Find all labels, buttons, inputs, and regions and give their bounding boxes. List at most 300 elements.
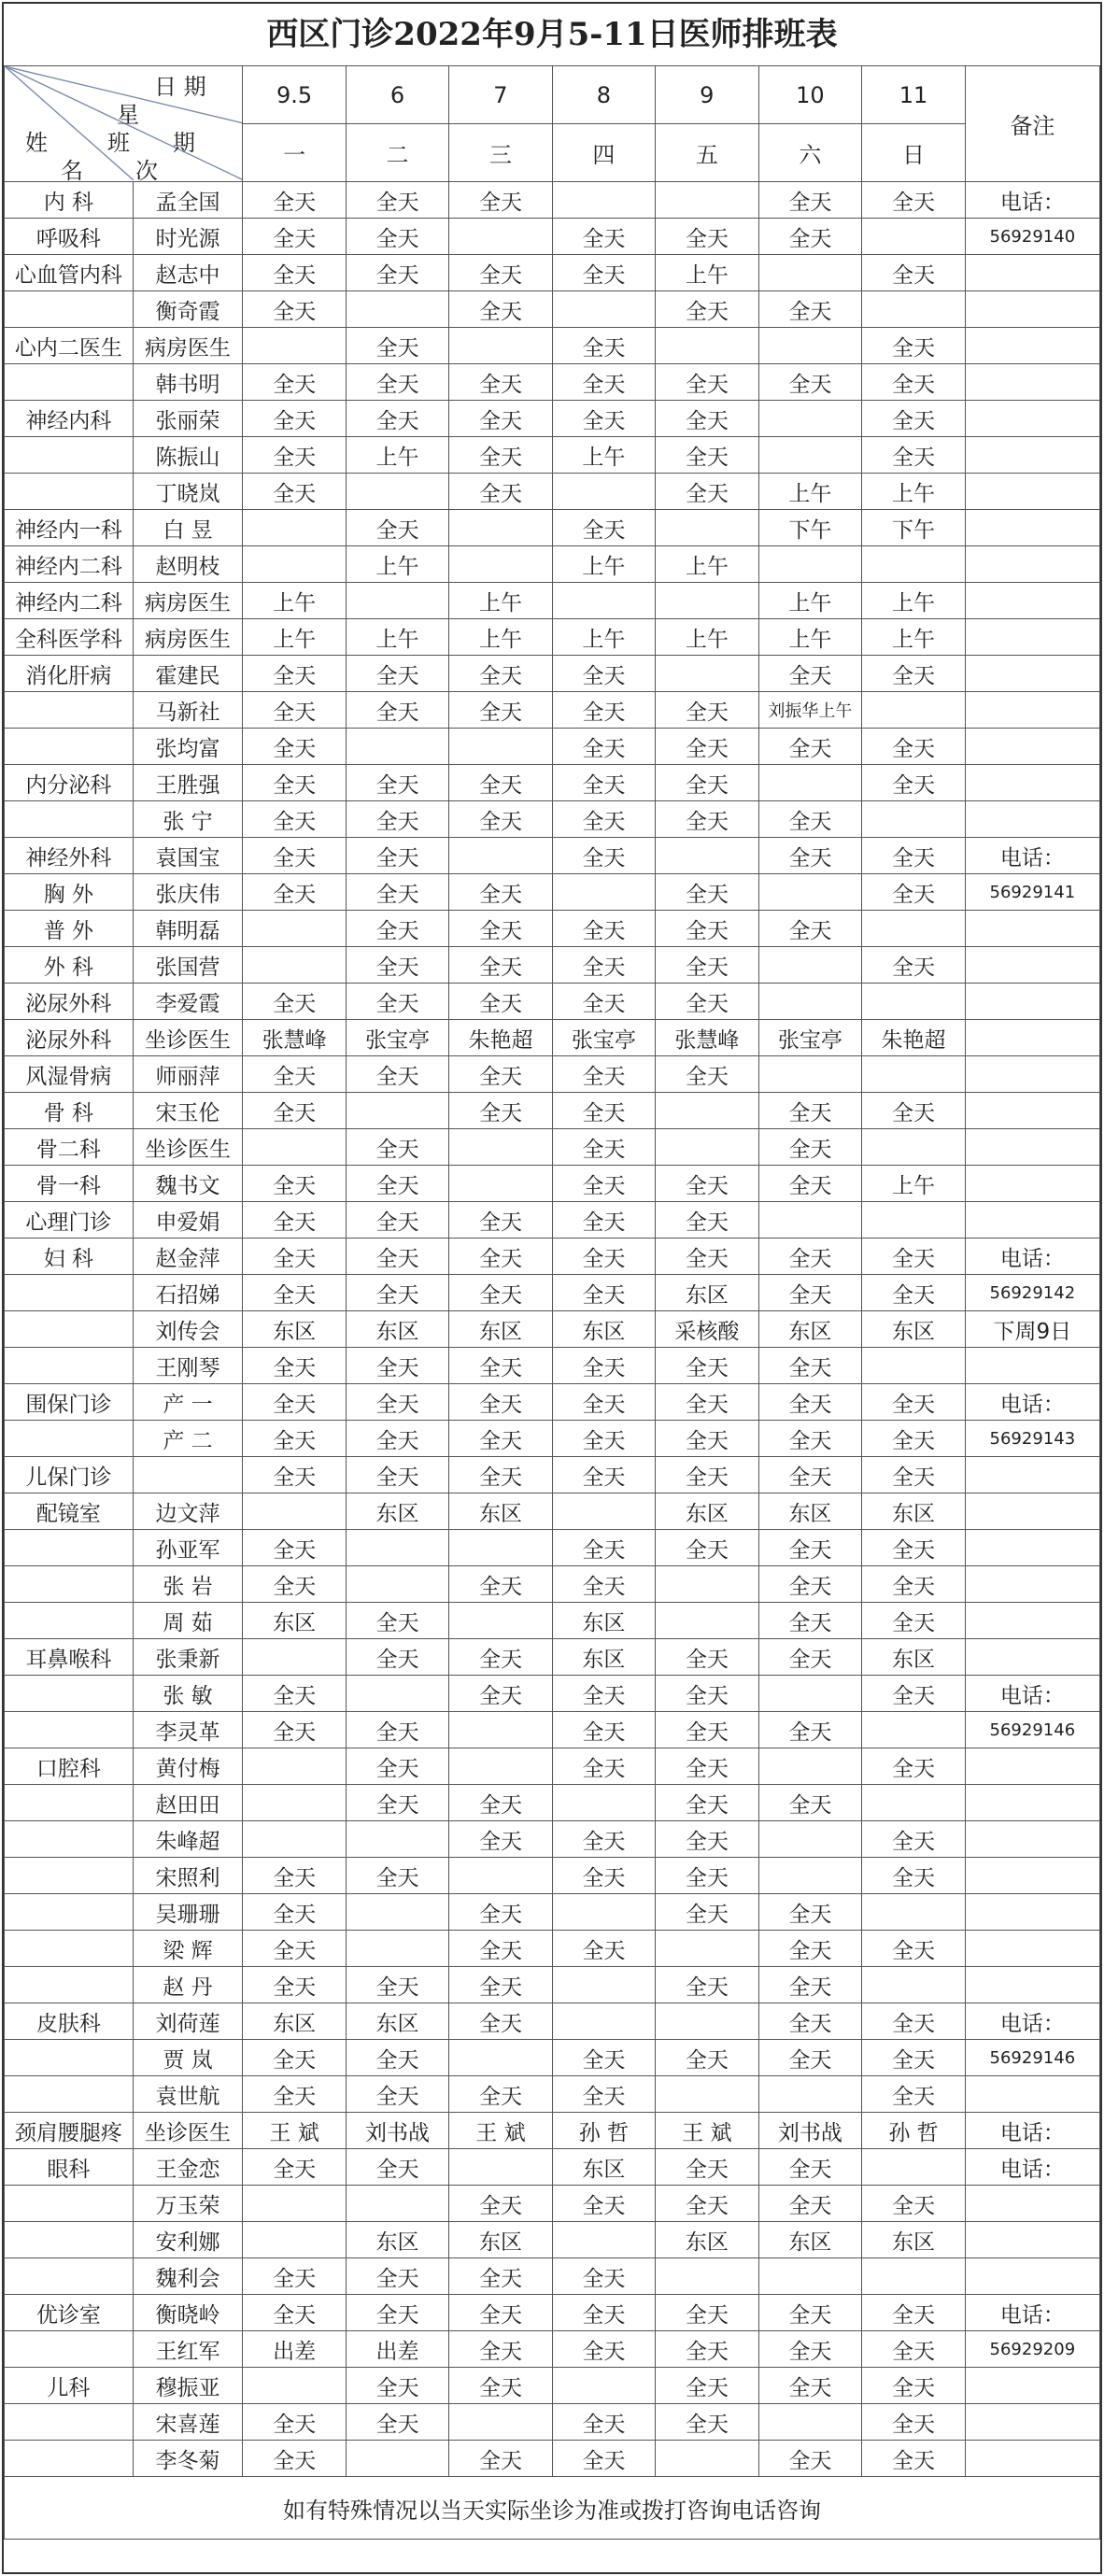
shift-cell: 全天 [449, 1202, 552, 1238]
shift-cell: 全天 [758, 291, 862, 328]
shift-cell: 上午 [449, 619, 552, 656]
note-cell [965, 1530, 1099, 1566]
shift-cell: 全天 [449, 656, 552, 692]
shift-cell [243, 1821, 346, 1858]
shift-cell: 全天 [243, 765, 346, 801]
shift-cell: 全天 [346, 255, 448, 291]
shift-cell: 全天 [346, 182, 448, 219]
shift-cell: 全天 [862, 1748, 965, 1785]
dept-cell [5, 2331, 134, 2368]
shift-cell: 全天 [449, 437, 552, 474]
shift-cell: 全天 [552, 765, 655, 801]
shift-cell [656, 838, 758, 874]
shift-cell: 全天 [552, 1093, 655, 1129]
note-cell: 电话： [965, 182, 1099, 219]
doctor-name-cell: 病房医生 [133, 619, 243, 656]
shift-cell: 全天 [862, 437, 965, 474]
shift-cell: 全天 [656, 2295, 758, 2331]
shift-cell: 全天 [862, 1821, 965, 1858]
table-row [5, 1821, 1100, 1858]
doctor-name-cell: 赵金萍 [133, 1238, 243, 1275]
shift-cell: 全天 [552, 2186, 655, 2222]
shift-cell: 全天 [552, 1202, 655, 1238]
dept-cell: 神经内一科 [5, 510, 134, 546]
doctor-name-cell: 韩书明 [133, 364, 243, 401]
note-cell [965, 1785, 1099, 1821]
doctor-name-cell: 产 二 [133, 1421, 243, 1457]
dept-cell [5, 2404, 134, 2441]
shift-cell: 张宝亭 [758, 1020, 862, 1056]
shift-cell: 上午 [656, 255, 758, 291]
note-cell [965, 765, 1099, 801]
shift-cell: 全天 [346, 801, 448, 838]
shift-cell: 上午 [552, 437, 655, 474]
shift-cell: 全天 [243, 1093, 346, 1129]
note-cell [965, 1020, 1099, 1056]
shift-cell: 东区 [449, 1311, 552, 1348]
shift-cell: 全天 [656, 1166, 758, 1202]
shift-cell: 全天 [656, 1457, 758, 1493]
shift-cell: 全天 [552, 729, 655, 765]
shift-cell: 全天 [346, 2040, 448, 2076]
dept-cell [5, 1821, 134, 1858]
doctor-name-cell: 梁 辉 [133, 1931, 243, 1967]
shift-cell: 全天 [656, 1748, 758, 1785]
dept-cell: 儿科 [5, 2368, 134, 2404]
dept-cell [5, 1275, 134, 1311]
shift-cell: 王 斌 [656, 2113, 758, 2149]
shift-cell [656, 182, 758, 219]
dept-cell: 普 外 [5, 911, 134, 947]
shift-cell: 全天 [346, 2149, 448, 2186]
shift-cell: 全天 [346, 1129, 448, 1166]
table-row [5, 947, 1100, 984]
shift-cell: 全天 [758, 729, 862, 765]
shift-cell: 全天 [449, 255, 552, 291]
shift-cell: 王 斌 [243, 2113, 346, 2149]
shift-cell: 全天 [243, 1421, 346, 1457]
shift-cell: 全天 [656, 364, 758, 401]
shift-cell: 采核酸 [656, 1311, 758, 1348]
shift-cell [862, 1202, 965, 1238]
dept-cell [5, 1931, 134, 1967]
note-cell [965, 2186, 1099, 2222]
shift-cell: 全天 [449, 2368, 552, 2404]
table-row [5, 1894, 1100, 1931]
shift-cell: 全天 [862, 364, 965, 401]
shift-cell: 全天 [449, 182, 552, 219]
shift-cell [346, 1566, 448, 1603]
shift-cell: 全天 [346, 328, 448, 364]
shift-cell: 东区 [758, 1311, 862, 1348]
shift-cell: 张宝亭 [346, 1020, 448, 1056]
dept-cell [5, 1566, 134, 1603]
shift-cell: 全天 [346, 692, 448, 729]
table-row [5, 2076, 1100, 2113]
table-row [5, 291, 1100, 328]
shift-cell: 全天 [449, 1566, 552, 1603]
shift-cell [862, 1348, 965, 1384]
dept-cell [5, 1676, 134, 1712]
shift-cell [346, 2186, 448, 2222]
shift-cell: 全天 [346, 1056, 448, 1093]
table-row [5, 1020, 1100, 1056]
shift-cell [862, 1785, 965, 1821]
dept-cell: 泌尿外科 [5, 984, 134, 1020]
shift-cell: 全天 [552, 1931, 655, 1967]
shift-cell: 全天 [758, 1093, 862, 1129]
shift-cell: 全天 [243, 1676, 346, 1712]
doctor-name-cell: 宋喜莲 [133, 2404, 243, 2441]
shift-cell: 全天 [346, 1348, 448, 1384]
note-cell [965, 546, 1099, 583]
shift-cell: 上午 [862, 619, 965, 656]
shift-cell: 东区 [552, 1311, 655, 1348]
shift-cell: 全天 [346, 2258, 448, 2295]
doctor-name-cell: 师丽萍 [133, 1056, 243, 1093]
header-date: 7 [449, 66, 552, 124]
shift-cell [552, 474, 655, 510]
shift-cell [243, 328, 346, 364]
dept-cell: 骨二科 [5, 1129, 134, 1166]
shift-cell: 全天 [243, 1275, 346, 1311]
shift-cell: 东区 [862, 1639, 965, 1676]
doctor-name-cell: 袁世航 [133, 2076, 243, 2113]
shift-cell [862, 692, 965, 729]
shift-cell: 全天 [552, 2258, 655, 2295]
shift-cell: 全天 [758, 801, 862, 838]
note-cell: 56929140 [965, 219, 1099, 255]
shift-cell: 东区 [552, 1639, 655, 1676]
shift-cell: 全天 [243, 729, 346, 765]
shift-cell: 全天 [346, 2076, 448, 2113]
shift-cell [758, 1821, 862, 1858]
shift-cell: 全天 [862, 2295, 965, 2331]
shift-cell: 东区 [449, 1493, 552, 1530]
shift-cell: 全天 [656, 1712, 758, 1748]
shift-cell: 全天 [449, 291, 552, 328]
table-row [5, 801, 1100, 838]
shift-cell: 全天 [656, 2331, 758, 2368]
shift-cell: 全天 [862, 2441, 965, 2477]
header-weekday: 日 [862, 124, 965, 182]
shift-cell [656, 2258, 758, 2295]
shift-cell: 全天 [758, 1457, 862, 1493]
dept-cell: 全科医学科 [5, 619, 134, 656]
shift-cell: 东区 [346, 1311, 448, 1348]
note-cell [965, 1093, 1099, 1129]
shift-cell [552, 1967, 655, 2003]
corner-label-date: 日 期 [154, 74, 206, 100]
shift-cell [243, 546, 346, 583]
dept-cell: 呼吸科 [5, 219, 134, 255]
dept-cell: 消化肝病 [5, 656, 134, 692]
shift-cell: 全天 [449, 692, 552, 729]
table-row [5, 2149, 1100, 2186]
doctor-name-cell: 孙亚军 [133, 1530, 243, 1566]
shift-cell: 全天 [449, 1093, 552, 1129]
dept-cell [5, 1603, 134, 1639]
shift-cell: 上午 [346, 619, 448, 656]
shift-cell: 全天 [243, 2441, 346, 2477]
doctor-name-cell: 安利娜 [133, 2222, 243, 2258]
shift-cell: 全天 [346, 1457, 448, 1493]
dept-cell [5, 1348, 134, 1384]
shift-cell: 东区 [346, 2003, 448, 2040]
shift-cell: 刘振华上午 [758, 692, 862, 729]
note-cell [965, 583, 1099, 619]
shift-cell [346, 2441, 448, 2477]
table-row [5, 364, 1100, 401]
shift-cell: 全天 [346, 656, 448, 692]
note-cell [965, 619, 1099, 656]
shift-cell: 全天 [449, 1785, 552, 1821]
shift-cell: 全天 [552, 1129, 655, 1166]
note-cell: 56929143 [965, 1421, 1099, 1457]
header-date: 6 [346, 66, 448, 124]
dept-cell: 皮肤科 [5, 2003, 134, 2040]
shift-cell [656, 1566, 758, 1603]
doctor-name-cell: 霍建民 [133, 656, 243, 692]
shift-cell: 全天 [346, 765, 448, 801]
corner-label-weekday: 星 [117, 102, 139, 128]
shift-cell: 全天 [552, 656, 655, 692]
table-row [5, 1967, 1100, 2003]
doctor-name-cell: 穆振亚 [133, 2368, 243, 2404]
dept-cell: 眼科 [5, 2149, 134, 2186]
doctor-name-cell: 王胜强 [133, 765, 243, 801]
shift-cell: 全天 [758, 2295, 862, 2331]
shift-cell: 全天 [243, 2076, 346, 2113]
shift-cell [346, 583, 448, 619]
note-cell: 电话： [965, 2003, 1099, 2040]
note-cell [965, 1931, 1099, 1967]
schedule-sheet [2, 2, 1102, 2574]
shift-cell: 全天 [449, 364, 552, 401]
doctor-name-cell: 朱峰超 [133, 1821, 243, 1858]
shift-cell: 全天 [243, 1166, 346, 1202]
shift-cell: 刘书战 [346, 2113, 448, 2149]
dept-cell: 配镜室 [5, 1493, 134, 1530]
dept-cell: 心理门诊 [5, 1202, 134, 1238]
shift-cell: 全天 [758, 1566, 862, 1603]
shift-cell [449, 729, 552, 765]
doctor-name-cell: 贾 岚 [133, 2040, 243, 2076]
table-row [5, 219, 1100, 255]
shift-cell: 全天 [552, 255, 655, 291]
dept-cell: 颈肩腰腿疼 [5, 2113, 134, 2149]
shift-cell: 全天 [346, 838, 448, 874]
shift-cell: 全天 [346, 364, 448, 401]
table-row [5, 2295, 1100, 2331]
note-cell [965, 947, 1099, 984]
header-date: 11 [862, 66, 965, 124]
shift-cell: 全天 [552, 2441, 655, 2477]
dept-cell: 神经内二科 [5, 546, 134, 583]
shift-cell: 全天 [758, 1967, 862, 2003]
shift-cell [758, 2404, 862, 2441]
shift-cell: 全天 [656, 911, 758, 947]
note-cell [965, 692, 1099, 729]
shift-cell [862, 1967, 965, 2003]
shift-cell: 全天 [449, 1639, 552, 1676]
shift-cell: 全天 [346, 1785, 448, 1821]
shift-cell: 全天 [758, 2441, 862, 2477]
shift-cell: 全天 [243, 1202, 346, 1238]
doctor-name-cell: 坐诊医生 [133, 2113, 243, 2149]
shift-cell: 全天 [346, 984, 448, 1020]
footer-note: 如有特殊情况以当天实际坐诊为准或拨打咨询电话咨询 [5, 2477, 1100, 2540]
shift-cell: 全天 [656, 692, 758, 729]
doctor-name-cell: 病房医生 [133, 328, 243, 364]
shift-cell: 全天 [656, 2040, 758, 2076]
shift-cell [552, 1894, 655, 1931]
shift-cell: 全天 [552, 510, 655, 546]
shift-cell: 出差 [346, 2331, 448, 2368]
note-cell: 下周9日 [965, 1311, 1099, 1348]
note-cell [965, 401, 1099, 437]
shift-cell: 全天 [656, 1421, 758, 1457]
shift-cell: 全天 [862, 2003, 965, 2040]
shift-cell [656, 1603, 758, 1639]
shift-cell: 上午 [346, 437, 448, 474]
shift-cell: 全天 [552, 1348, 655, 1384]
note-cell [965, 291, 1099, 328]
shift-cell [552, 291, 655, 328]
shift-cell: 全天 [449, 2186, 552, 2222]
shift-cell: 全天 [243, 474, 346, 510]
table-row [5, 2003, 1100, 2040]
shift-cell [552, 2003, 655, 2040]
shift-cell: 全天 [656, 947, 758, 984]
shift-cell: 全天 [862, 401, 965, 437]
shift-cell: 全天 [449, 1056, 552, 1093]
shift-cell [243, 1785, 346, 1821]
shift-cell: 东区 [862, 1493, 965, 1530]
note-cell [965, 328, 1099, 364]
shift-cell [243, 1493, 346, 1530]
shift-cell: 全天 [862, 1238, 965, 1275]
shift-cell: 全天 [862, 1457, 965, 1493]
shift-cell: 全天 [862, 255, 965, 291]
shift-cell [656, 1129, 758, 1166]
shift-cell: 全天 [758, 2331, 862, 2368]
shift-cell: 全天 [552, 328, 655, 364]
shift-cell: 全天 [243, 1238, 346, 1275]
shift-cell: 全天 [449, 947, 552, 984]
doctor-name-cell: 万玉荣 [133, 2186, 243, 2222]
doctor-name-cell: 张丽荣 [133, 401, 243, 437]
shift-cell: 下午 [862, 510, 965, 546]
shift-cell [552, 874, 655, 911]
shift-cell [656, 2003, 758, 2040]
dept-cell: 骨 科 [5, 1093, 134, 1129]
shift-cell: 全天 [862, 874, 965, 911]
shift-cell: 全天 [656, 1821, 758, 1858]
note-cell [965, 1166, 1099, 1202]
shift-cell [449, 219, 552, 255]
table-row [5, 1457, 1100, 1493]
shift-cell: 全天 [243, 2258, 346, 2295]
shift-cell: 全天 [346, 1712, 448, 1748]
schedule-table [4, 65, 1100, 2540]
shift-cell: 全天 [243, 182, 346, 219]
shift-cell [758, 437, 862, 474]
shift-cell: 全天 [346, 1238, 448, 1275]
shift-cell: 全天 [346, 1166, 448, 1202]
shift-cell: 东区 [758, 2222, 862, 2258]
dept-cell: 儿保门诊 [5, 1457, 134, 1493]
shift-cell: 全天 [243, 1457, 346, 1493]
note-cell: 电话： [965, 2113, 1099, 2149]
shift-cell [758, 1202, 862, 1238]
table-row [5, 1238, 1100, 1275]
shift-cell: 全天 [656, 437, 758, 474]
shift-cell [656, 583, 758, 619]
shift-cell: 全天 [346, 1639, 448, 1676]
dept-cell [5, 2186, 134, 2222]
shift-cell: 全天 [243, 1566, 346, 1603]
table-row [5, 1093, 1100, 1129]
shift-cell [758, 1676, 862, 1712]
shift-cell: 朱艳超 [449, 1020, 552, 1056]
note-cell: 56929146 [965, 1712, 1099, 1748]
dept-cell: 神经内二科 [5, 583, 134, 619]
table-row [5, 838, 1100, 874]
shift-cell [346, 1931, 448, 1967]
shift-cell [656, 510, 758, 546]
shift-cell [346, 1894, 448, 1931]
shift-cell [552, 1493, 655, 1530]
note-cell: 电话： [965, 1676, 1099, 1712]
shift-cell [243, 947, 346, 984]
shift-cell: 东区 [552, 2149, 655, 2186]
dept-cell: 胸 外 [5, 874, 134, 911]
shift-cell: 全天 [862, 656, 965, 692]
note-cell [965, 1566, 1099, 1603]
shift-cell [758, 947, 862, 984]
note-cell [965, 2404, 1099, 2441]
shift-cell: 东区 [243, 1311, 346, 1348]
shift-cell [346, 729, 448, 765]
table-row [5, 1603, 1100, 1639]
doctor-name-cell: 张国营 [133, 947, 243, 984]
shift-cell: 全天 [552, 1238, 655, 1275]
shift-cell: 孙 哲 [862, 2113, 965, 2149]
shift-cell: 上午 [758, 619, 862, 656]
shift-cell: 全天 [862, 2076, 965, 2113]
shift-cell: 全天 [449, 1821, 552, 1858]
shift-cell: 全天 [449, 2076, 552, 2113]
shift-cell: 上午 [758, 474, 862, 510]
shift-cell [758, 255, 862, 291]
dept-cell [5, 2441, 134, 2477]
shift-cell: 王 斌 [449, 2113, 552, 2149]
doctor-name-cell: 马新社 [133, 692, 243, 729]
shift-cell: 全天 [346, 1603, 448, 1639]
table-row [5, 1748, 1100, 1785]
shift-cell: 全天 [656, 219, 758, 255]
doctor-name-cell: 张秉新 [133, 1639, 243, 1676]
shift-cell: 上午 [862, 1166, 965, 1202]
doctor-name-cell: 李灵革 [133, 1712, 243, 1748]
shift-cell: 刘书战 [758, 2113, 862, 2149]
doctor-name-cell: 病房医生 [133, 583, 243, 619]
shift-cell: 全天 [552, 2295, 655, 2331]
shift-cell: 全天 [552, 1421, 655, 1457]
shift-cell: 全天 [552, 219, 655, 255]
doctor-name-cell: 丁晓岚 [133, 474, 243, 510]
